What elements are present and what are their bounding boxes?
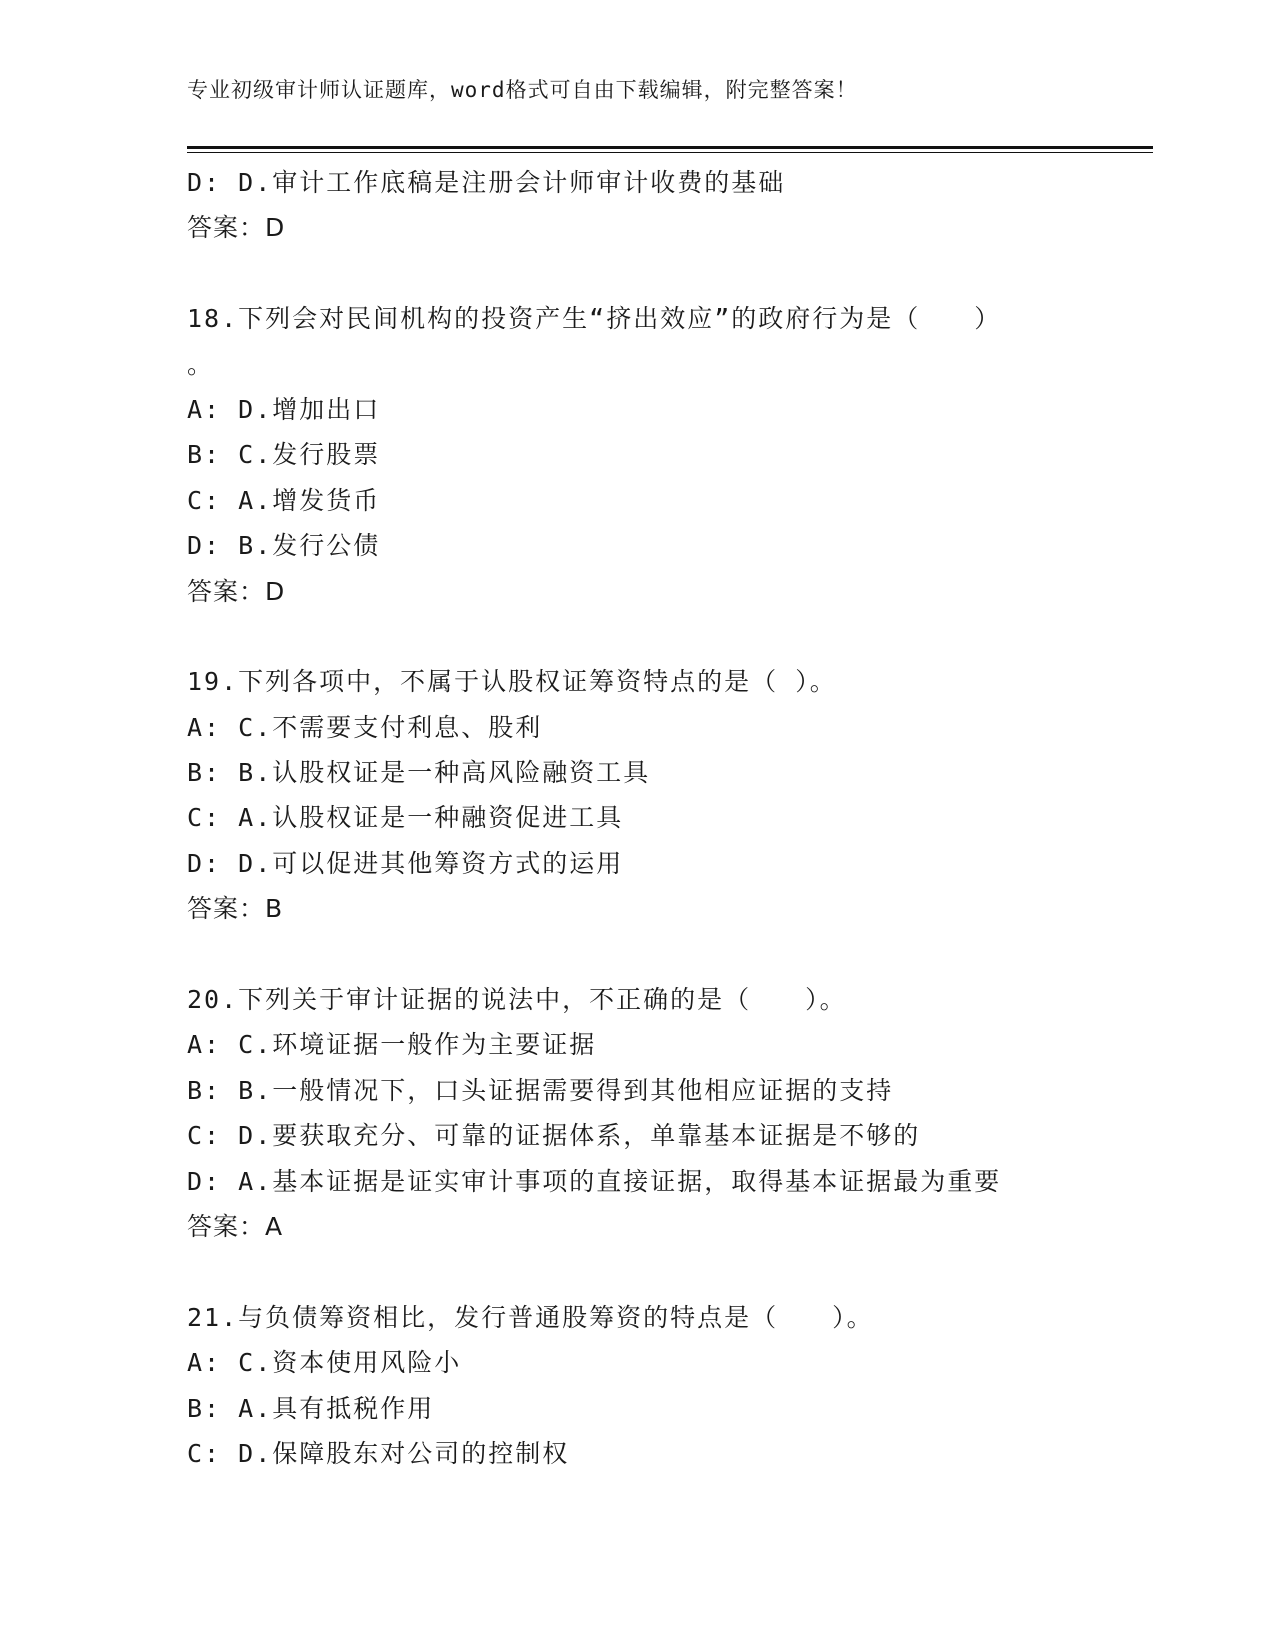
option-line: D: A.基本证据是证实审计事项的直接证据，取得基本证据最为重要 <box>187 1166 1002 1196</box>
option-line: A: C.不需要支付利息、股利 <box>187 712 543 742</box>
option-line: C: D.保障股东对公司的控制权 <box>187 1438 570 1468</box>
question-stem-continuation: 。 <box>187 349 215 379</box>
option-line: C: A.认股权证是一种融资促进工具 <box>187 803 624 833</box>
answer-line: 答案：D <box>187 213 286 243</box>
option-line: D: B.发行公债 <box>187 531 381 561</box>
header-rule-thin <box>187 152 1153 153</box>
answer-line: 答案：B <box>187 894 284 924</box>
option-line: A: C.资本使用风险小 <box>187 1348 462 1378</box>
option-line: D: D.可以促进其他筹资方式的运用 <box>187 848 624 878</box>
page-header: 专业初级审计师认证题库，word格式可自由下载编辑，附完整答案！ <box>187 78 858 102</box>
option-line: C: A.增发货币 <box>187 485 381 515</box>
option-line: B: C.发行股票 <box>187 440 381 470</box>
question-content <box>187 160 1153 1476</box>
option-line: B: B.认股权证是一种高风险融资工具 <box>187 758 651 788</box>
option-line: B: A.具有抵税作用 <box>187 1393 435 1423</box>
header-rule-thick <box>187 146 1153 149</box>
answer-line: 答案：A <box>187 1211 284 1241</box>
answer-line: 答案：D <box>187 576 286 606</box>
question-stem: 21.与负债筹资相比，发行普通股筹资的特点是（ ）。 <box>187 1302 874 1332</box>
question-stem: 19.下列各项中，不属于认股权证筹资特点的是（ ）。 <box>187 667 837 697</box>
question-stem: 20.下列关于审计证据的说法中，不正确的是（ ）。 <box>187 985 847 1015</box>
option-line: A: D.增加出口 <box>187 394 381 424</box>
option-line: B: B.一般情况下，口头证据需要得到其他相应证据的支持 <box>187 1075 894 1105</box>
question-stem: 18.下列会对民间机构的投资产生“挤出效应”的政府行为是（ ） <box>187 304 1002 334</box>
option-line: D: D.审计工作底稿是注册会计师审计收费的基础 <box>187 168 786 197</box>
option-line: A: C.环境证据一般作为主要证据 <box>187 1030 597 1060</box>
option-line: C: D.要获取充分、可靠的证据体系，单靠基本证据是不够的 <box>187 1121 921 1151</box>
